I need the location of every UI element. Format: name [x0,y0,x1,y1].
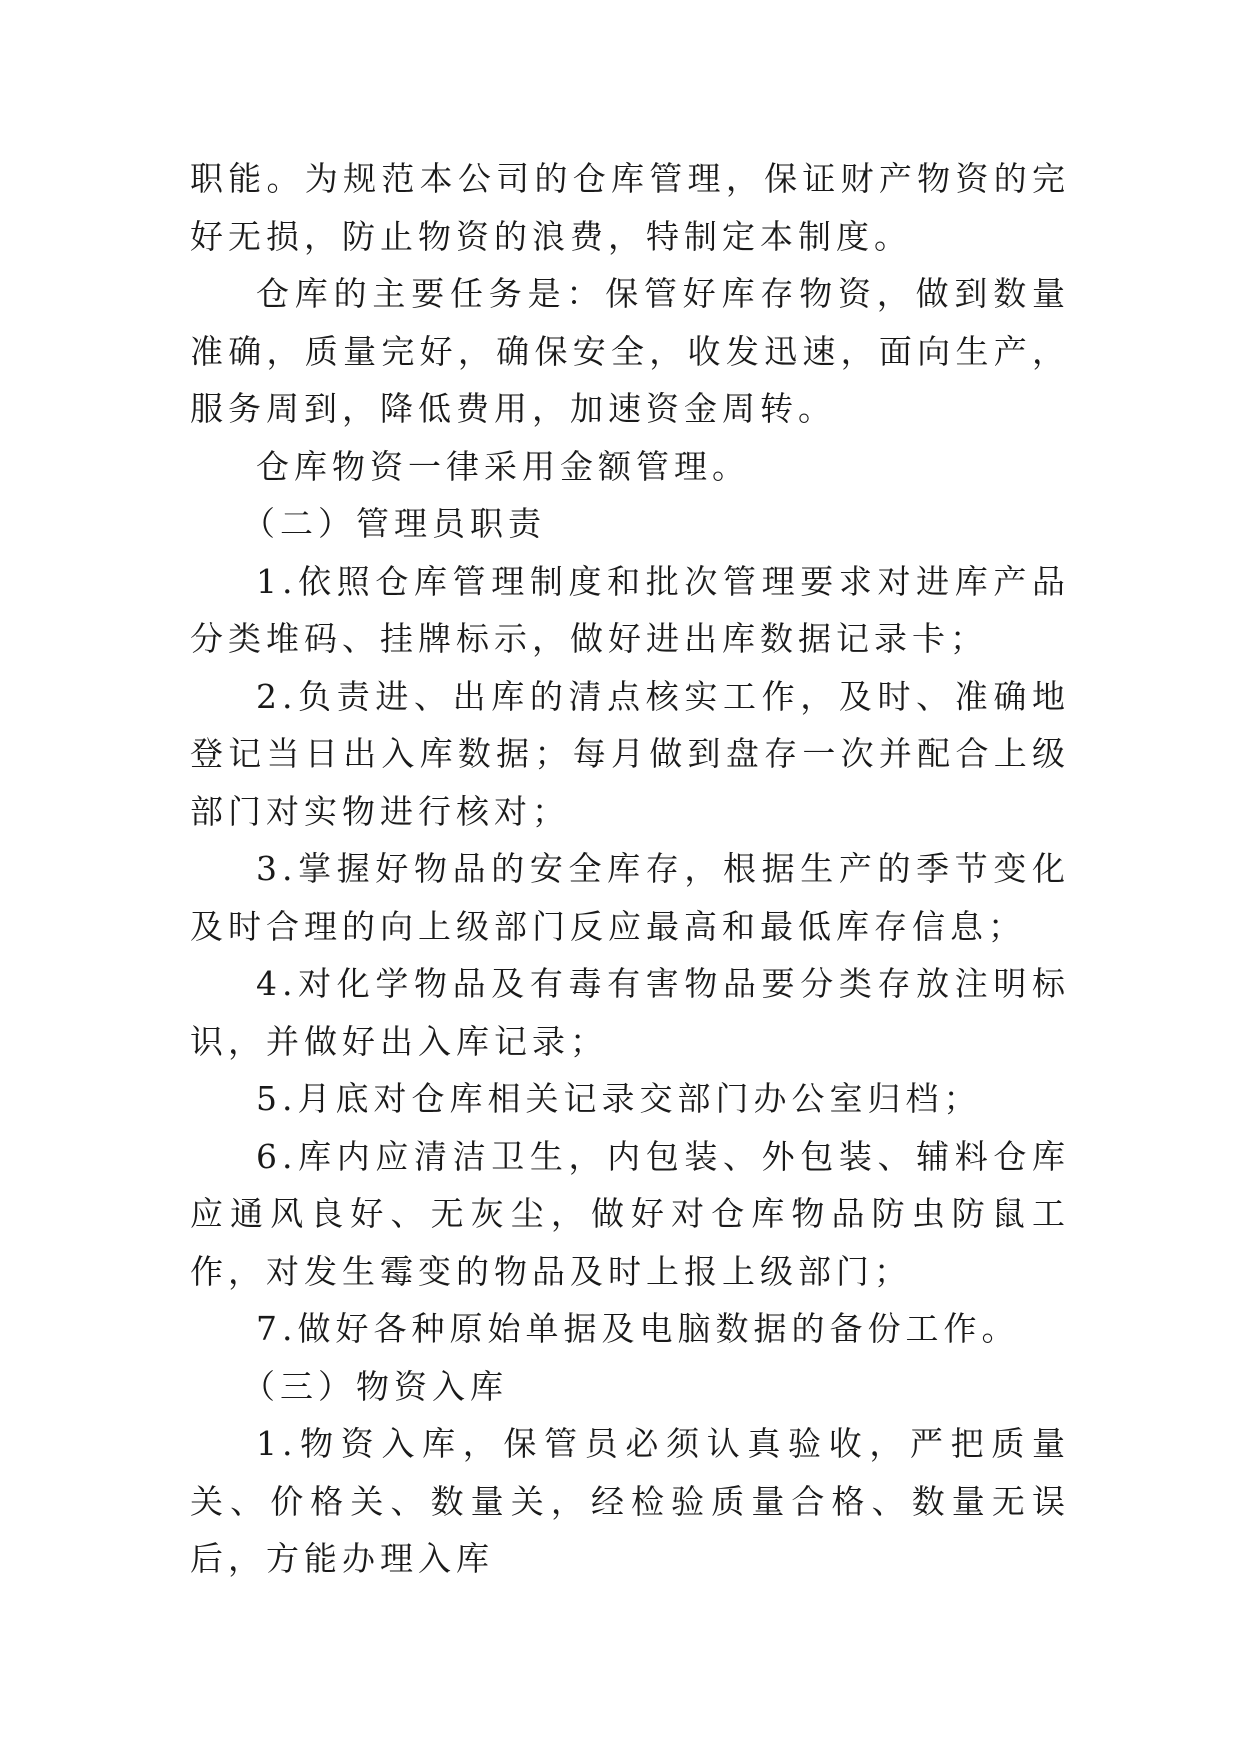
paragraph-purpose-continuation: 职能。为规范本公司的仓库管理，保证财产物资的完好无损，防止物资的浪费，特制定本制度。 [190,159,1070,256]
section-heading-keeper-duties: （二）管理员职责 [242,504,546,543]
document-page [190,150,1070,1588]
paragraph-amount-management: 仓库物资一律采用金额管理。 [256,446,750,486]
duty-item-5: 5.月底对仓库相关记录交部门办公室归档； [256,1079,982,1118]
duty-item-6: 6.库内应清洁卫生，内包装、外包装、辅料仓库应通风良好、无灰尘，做好对仓库物品防虫防鼠工作，对发生霉变的物品及时上报上级部门； [190,1136,1070,1291]
duty-item-1: 1.依照仓库管理制度和批次管理要求对进库产品分类堆码、挂牌标示，做好进出库数据记录卡； [190,561,1070,658]
inbound-item-1: 1.物资入库，保管员必须认真验收，严把质量关、价格关、数量关，经检验质量合格、数量无误后，方能办理入库 [190,1424,1070,1578]
duty-item-4: 4.对化学物品及有毒有害物品要分类存放注明标识，并做好出入库记录； [190,964,1070,1061]
duty-item-7: 7.做好各种原始单据及电脑数据的备份工作。 [256,1309,1020,1348]
duty-item-2: 2.负责进、出库的清点核实工作，及时、准确地登记当日出入库数据；每月做到盘存一次并配合上级部门对实物进行核对； [190,676,1070,831]
duty-item-3: 3.掌握好物品的安全库存，根据生产的季节变化及时合理的向上级部门反应最高和最低库存信息； [190,849,1070,946]
paragraph-main-tasks: 仓库的主要任务是：保管好库存物资，做到数量准确，质量完好，确保安全，收发迅速，面向生产，服务周到，降低费用，加速资金周转。 [190,274,1070,428]
section-heading-material-inbound: （三）物资入库 [242,1366,508,1406]
